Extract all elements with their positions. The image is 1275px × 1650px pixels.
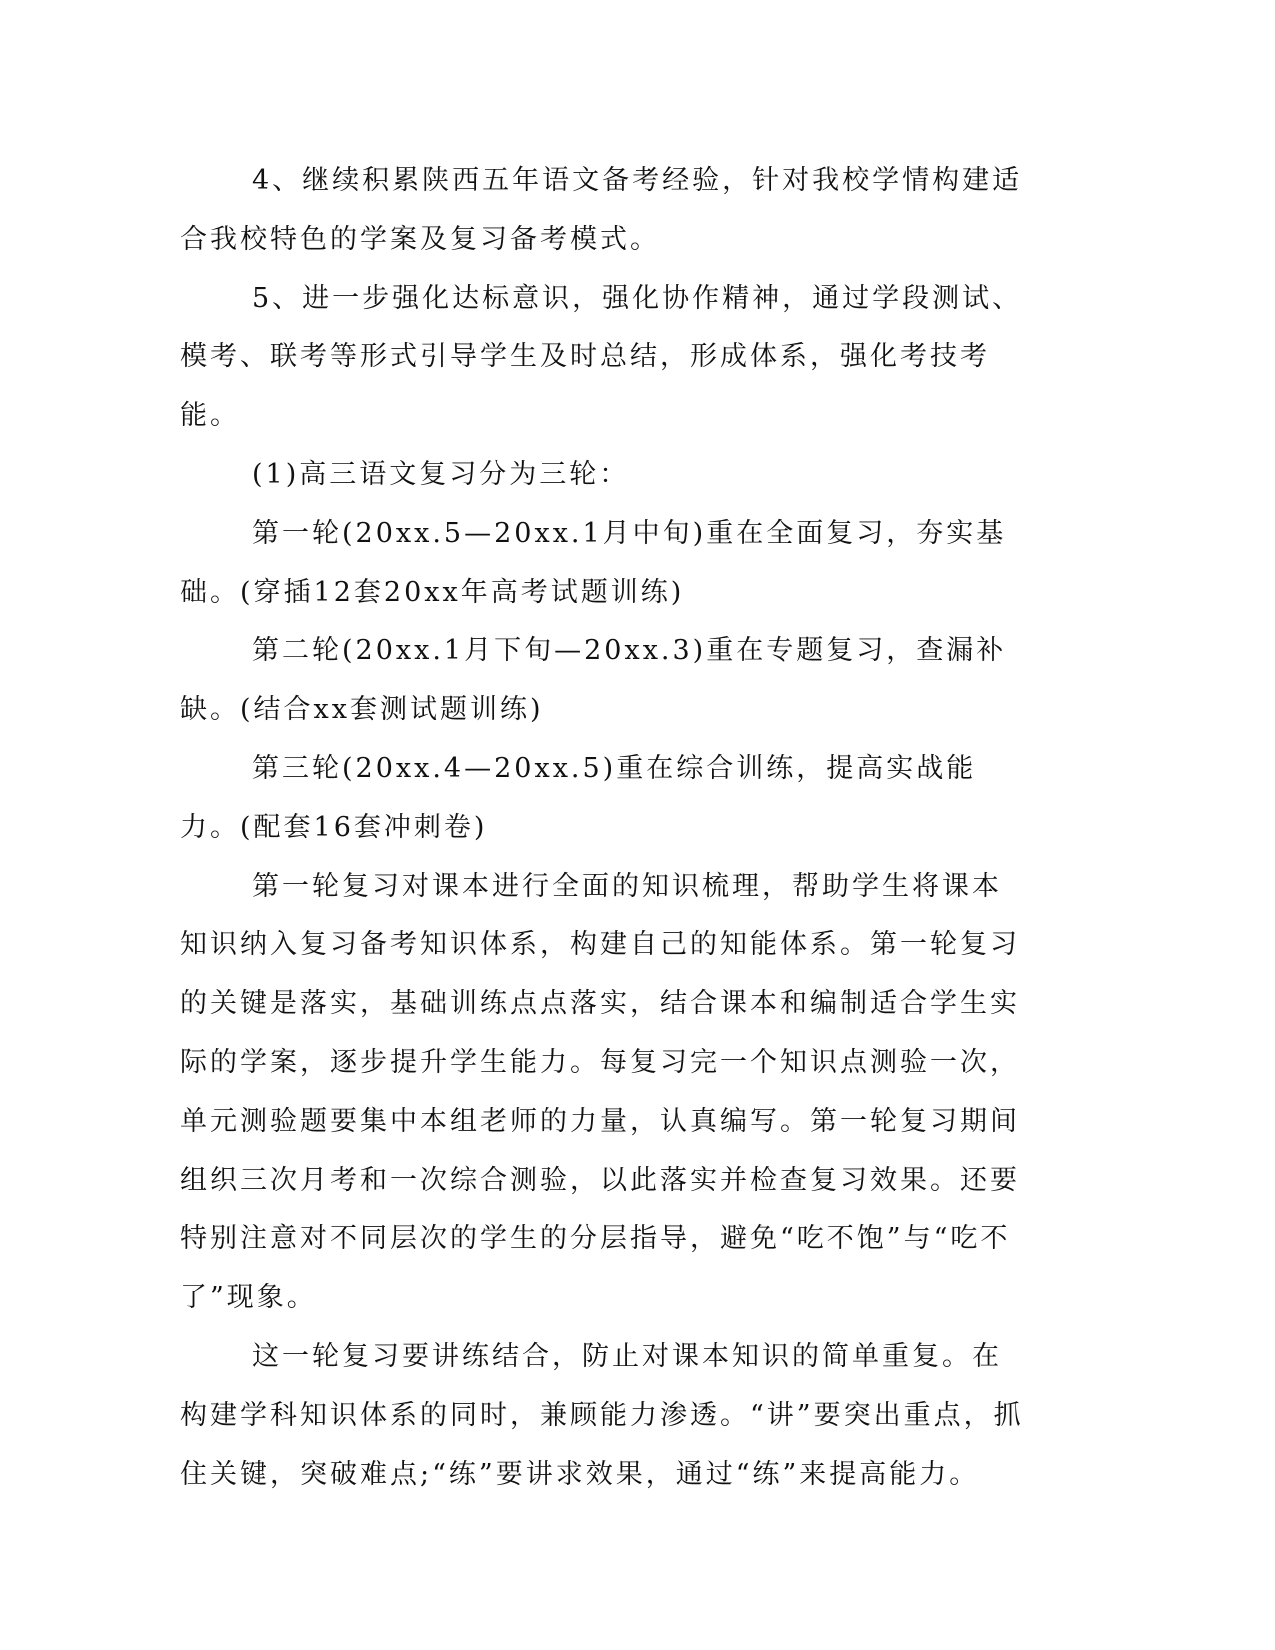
paragraph-practice-combination: 这一轮复习要讲练结合，防止对课本知识的简单重复。在构建学科知识体系的同时，兼顾能力渗透。“讲”要突出重点，抓住关键，突破难点;“练”要讲求效果，通过“练”来提高能力。	[180, 1340, 1024, 1490]
paragraph-item-4: 4、继续积累陕西五年语文备考经验，针对我校学情构建适合我校特色的学案及复习备考模式。	[180, 165, 1023, 255]
paragraph-review-rounds-heading: (1)高三语文复习分为三轮：	[252, 458, 630, 490]
paragraph-item-5: 5、进一步强化达标意识，强化协作精神，通过学段测试、模考、联考等形式引导学生及时总结，形成体系，强化考技考能。	[180, 282, 1023, 432]
document-body	[180, 152, 1030, 1504]
paragraph-round-one: 第一轮(20xx.5—20xx.1月中旬)重在全面复习，夯实基础。(穿插12套20xx年高考试题训练)	[180, 517, 1007, 608]
paragraph-round-two: 第二轮(20xx.1月下旬—20xx.3)重在专题复习，查漏补缺。(结合xx套测试题训练)	[180, 635, 1007, 726]
paragraph-round-three: 第三轮(20xx.4—20xx.5)重在综合训练，提高实战能力。(配套16套冲刺卷)	[180, 752, 977, 843]
paragraph-round-one-details: 第一轮复习对课本进行全面的知识梳理，帮助学生将课本知识纳入复习备考知识体系，构建自己的知能体系。第一轮复习的关键是落实，基础训练点点落实，结合课本和编制适合学生实际的学案，逐步提升学生能力。每复习完一个知识点测验一次，单元测验题要集中本组老师的力量，认真编写。第一轮复习期间组织三次月考和一次综合测验，以此落实并检查复习效果。还要特别注意对不同层次的学生的分层指导，避免“吃不饱”与“吃不了”现象。	[180, 870, 1020, 1314]
